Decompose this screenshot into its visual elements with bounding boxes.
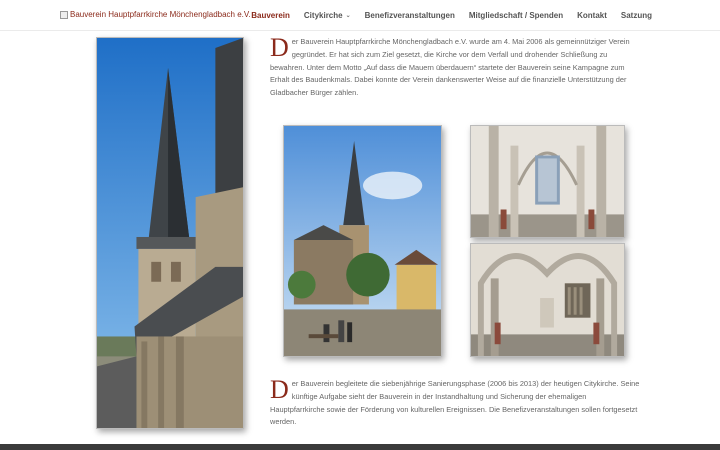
nav-item-benefizveranstaltungen[interactable] bbox=[358, 11, 462, 20]
church-square-photo bbox=[283, 125, 442, 357]
nav-label: Kontakt bbox=[577, 10, 607, 20]
nav-item-bauverein[interactable] bbox=[244, 11, 297, 20]
nav-label: Mitgliedschaft / Spenden bbox=[468, 10, 564, 20]
second-paragraph bbox=[270, 375, 642, 429]
nav-label: Satzung bbox=[620, 10, 652, 20]
broken-image-icon bbox=[60, 11, 68, 19]
nav-item-satzung[interactable] bbox=[614, 11, 652, 20]
interior-photo-bottom bbox=[470, 243, 625, 357]
nav-label: Bauverein bbox=[251, 10, 290, 20]
chevron-down-icon: ⌄ bbox=[345, 12, 351, 19]
interior-photo-top bbox=[470, 125, 625, 238]
nav-label: Citykirche bbox=[303, 10, 343, 20]
main-nav bbox=[244, 0, 652, 30]
second-text: er Bauverein begleitete die siebenjährige Sanierungsphase (2006 bis 2013) der heutigen Citykirche. Seine künftige Aufgabe sieht der Bauverein in der Instandhaltung und Sicherung der ehemaligen Hauptpfarrkirche sowie der Förderung von kulturellen Ereignissen. Die Benefizveranstaltungen sollen fortgesetzt werden. bbox=[270, 379, 640, 427]
logo-alt-text: Bauverein Hauptpfarrkirche Mönchengladbach e.V. bbox=[70, 10, 251, 19]
dropcap-letter: D bbox=[270, 33, 289, 62]
tower-photo bbox=[96, 37, 244, 429]
intro-text: er Bauverein Hauptpfarrkirche Mönchengladbach e.V. wurde am 4. Mai 2006 als gemeinnütziger Verein gegründet. Er hat sich zum Ziel gesetzt, die Kirche vor dem Verfall und drohender Schließung zu bewahren. Unter dem Motto „Auf dass die Mauern überdauern“ startete der Bauverein seine Kampagne zum Erhalt des Baudenkmals. Dabei konnte der Verein dankenswerter Weise auf die finanzielle Unterstützung der Gladbacher Bürger zählen. bbox=[270, 37, 630, 98]
nav-item-kontakt[interactable] bbox=[570, 11, 614, 20]
site-logo[interactable] bbox=[60, 10, 251, 19]
intro-paragraph bbox=[270, 33, 642, 100]
footer-bar bbox=[0, 444, 720, 450]
site-header bbox=[0, 0, 720, 30]
nav-label: Benefizveranstaltungen bbox=[364, 10, 455, 20]
nav-item-citykirche[interactable] bbox=[297, 11, 358, 20]
nav-item-mitgliedschaft[interactable] bbox=[462, 11, 570, 20]
dropcap-letter: D bbox=[270, 375, 289, 404]
